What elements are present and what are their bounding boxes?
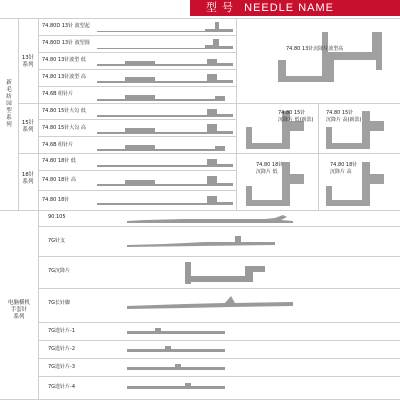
row-line [38,288,400,289]
needle-image [95,53,235,69]
row-line [38,358,400,359]
side-label: 74.80 18针 沉降片 高 [330,162,358,175]
item-label: 74.80 15针大勾 低 [42,108,86,114]
item-label: 90.105 [48,214,66,220]
item-label: 7G沉降片 [48,268,71,274]
needle-image [95,88,235,104]
needle-image [125,343,245,355]
row-line [38,256,400,257]
item-label: 7G选针片-2 [48,346,76,352]
item-label: 74.6B 组针片 [42,91,74,97]
sub13-label: 13针 系列 [21,55,35,68]
header-bar [190,0,400,16]
group1-col-divider [18,18,19,211]
row-line [38,322,400,323]
needle-image [125,361,245,373]
row-line [38,376,400,377]
group2-col-divider [38,211,39,400]
needle-image [125,213,295,225]
needle-image [125,292,295,316]
row-line [38,86,236,87]
item-label: 7G选针片-1 [48,328,76,334]
row-line [38,226,400,227]
item-label: 74.80 18针 低 [42,158,76,164]
needle-image [95,18,235,34]
needle-image [125,325,245,337]
item-label: 7G针支 [48,238,66,244]
needle-image [95,36,235,52]
needle-image [95,104,235,120]
needle-image [95,70,235,86]
sub15-label: 15针 系列 [21,120,35,133]
item-col-divider [236,18,237,211]
side-label: 74.80 13针沉降片波型高 [286,46,344,52]
header-title-en: NEEDLE NAME [244,2,334,14]
header-title-cn: 型 号 [206,2,235,14]
needle-image [125,380,245,392]
item-label: 7G选针片-3 [48,364,76,370]
side-label: 74.80 15针 沉降片 低(新款) [278,110,314,123]
needle-image [95,154,235,170]
sinker-image-13 [272,24,397,96]
item-label: 74.80 13针波型 低 [42,57,86,63]
needle-image [125,230,295,252]
needle-image [95,192,235,208]
item-label: 7G选针片-4 [48,384,76,390]
item-label: 74.80D 13针 波型起 [42,23,90,29]
item-label: 74.80 13针波型 高 [42,74,86,80]
item-label: 74.80 18针 高 [42,177,76,183]
side-label: 74.80 15针 沉降片 高(新款) [326,110,362,123]
needle-image [95,138,235,154]
needle-image [125,258,295,286]
row-line [38,170,236,171]
side-divider [318,103,319,211]
needle-image [95,173,235,189]
sub18-label: 18针 系列 [21,172,35,185]
side-label: 74.80 18针 沉降片 低 [256,162,284,175]
row-line [38,340,400,341]
item-label: 74.80D 13针 波型圆 [42,40,90,46]
item-label: 74.80 15针大勾 高 [42,125,86,131]
item-label: 7G长针脚 [48,300,71,306]
item-label: 74.80 18针 [42,197,70,203]
needle-image [95,121,235,137]
sub-col-divider [38,18,39,211]
row-line [38,190,236,191]
group2-label: 电脑横机 手套针 系列 [7,300,30,320]
group1-label: 新 毛 纺 园 型 系 列 [6,80,12,128]
item-label: 74.6B 组针片 [42,142,74,148]
